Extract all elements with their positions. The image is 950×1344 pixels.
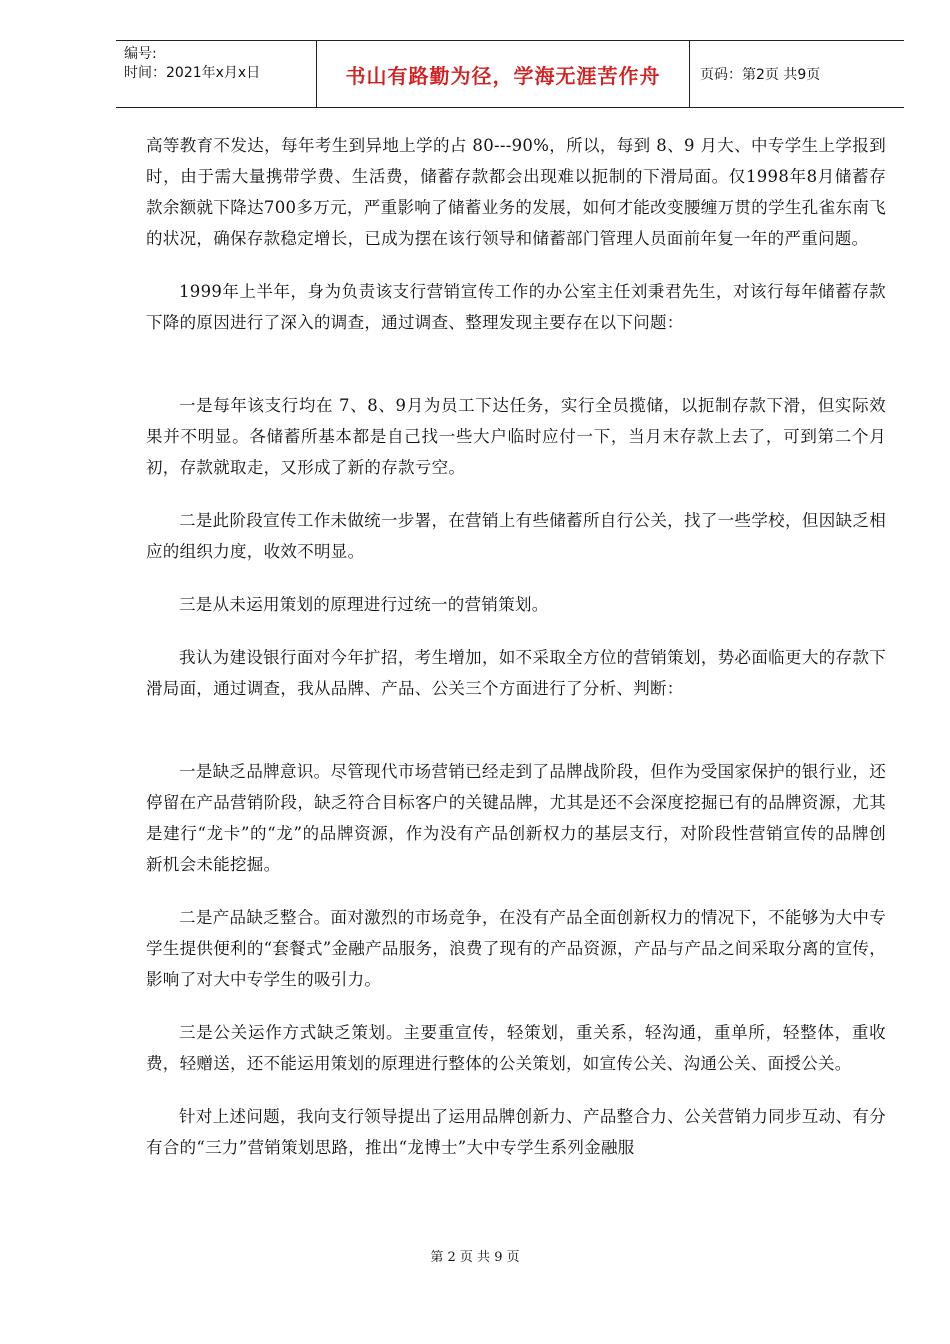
time-label: 时间：2021年x月x日	[124, 65, 261, 81]
header-motto: 书山有路勤为径，学海无涯苦作舟	[345, 63, 661, 88]
paragraph: 一是缺乏品牌意识。尽管现代市场营销已经走到了品牌战阶段，但作为受国家保护的银行业，还停留在产品营销阶段，缺乏符合目标客户的关键品牌，尤其是还不会深度挖掘已有的品牌资源，尤其是建行“龙卡”的“龙”的品牌资源，作为没有产品创新权力的基层支行，对阶段性营销宣传的品牌创新机会未能挖掘。	[146, 762, 886, 874]
paragraph: 三是从未运用策划的原理进行过统一的营销策划。	[179, 595, 549, 614]
paragraph: 二是产品缺乏整合。面对激烈的市场竞争，在没有产品全面创新权力的情况下，不能够为大中专学生提供便利的“套餐式”金融产品服务，浪费了现有的产品资源，产品与产品之间采取分离的宣传，影响了对大中专学生的吸引力。	[146, 908, 886, 989]
serial-label: 编号:	[124, 46, 157, 62]
page-footer: 第 2 页 共 9 页	[430, 1250, 520, 1265]
header-page-info-cell	[690, 41, 904, 107]
paragraph: 我认为建设银行面对今年扩招，考生增加，如不采取全方位的营销策划，势必面临更大的存款下滑局面，通过调查，我从品牌、产品、公关三个方面进行了分析、判断：	[146, 648, 886, 698]
header-meta	[116, 41, 316, 107]
paragraph: 针对上述问题，我向支行领导提出了运用品牌创新力、产品整合力、公关营销力同步互动、有分有合的“三力”营销策划思路，推出“龙博士”大中专学生系列金融服	[146, 1107, 886, 1157]
paragraph: 三是公关运作方式缺乏策划。主要重宣传，轻策划，重关系，轻沟通，重单所，轻整体，重收费，轻赠送，还不能运用策划的原理进行整体的公关策划，如宣传公关、沟通公关、面授公关。	[146, 1023, 886, 1073]
page-header	[116, 40, 904, 108]
paragraph: 1999年上半年，身为负责该支行营销宣传工作的办公室主任刘秉君先生，对该行每年储蓄存款下降的原因进行了深入的调查，通过调查、整理发现主要存在以下问题：	[146, 282, 886, 332]
paragraph: 高等教育不发达，每年考生到异地上学的占 80---90%，所以，每到 8、9 月大、中专学生上学报到时，由于需大量携带学费、生活费，储蓄存款都会出现难以扼制的下滑局面。仅1998年8月储蓄存款余额就下降达700多万元，严重影响了储蓄业务的发展，如何才能改变腰缠万贯的学生孔雀东南飞的状况，确保存款稳定增长，已成为摆在该行领导和储蓄部门管理人员面前年复一年的严重问题。	[146, 136, 886, 248]
paragraph: 一是每年该支行均在 7、8、9月为员工下达任务，实行全员揽储，以扼制存款下滑，但实际效果并不明显。各储蓄所基本都是自己找一些大户临时应付一下，当月末存款上去了，可到第二个月初，存款就取走，又形成了新的存款亏空。	[146, 396, 886, 477]
document-body	[146, 130, 886, 1163]
header-motto-cell	[316, 41, 690, 107]
header-page-info: 页码：第2页 共9页	[700, 67, 821, 83]
paragraph: 二是此阶段宣传工作未做统一步署，在营销上有些储蓄所自行公关，找了一些学校，但因缺乏相应的组织力度，收效不明显。	[146, 511, 886, 561]
